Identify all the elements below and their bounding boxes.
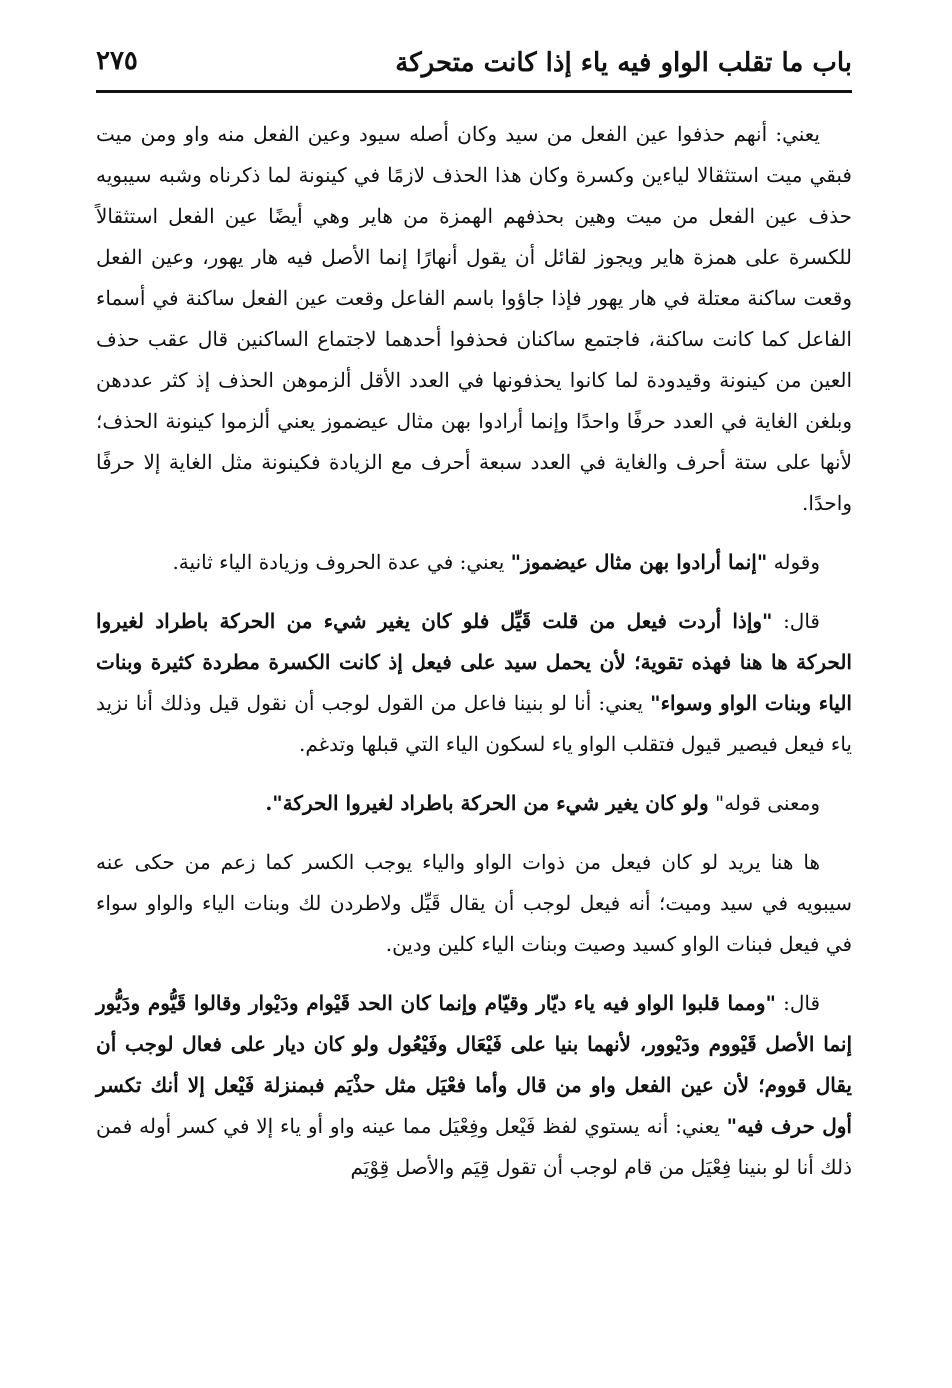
paragraph-1	[96, 114, 852, 524]
paragraph-2-prefix: وقوله	[767, 550, 820, 574]
body-text	[96, 114, 852, 1188]
paragraph-3-prefix: قال:	[772, 609, 820, 633]
paragraph-6-prefix: قال:	[775, 991, 821, 1015]
running-title: باب ما تقلب الواو فيه ياء إذا كانت متحركة	[395, 48, 852, 78]
paragraph-5-text: ها هنا يريد لو كان فيعل من ذوات الواو والياء يوجب الكسر كما زعم من حكى عنه سيبويه في سيد وميت؛ أنه فيعل لوجب أن يقال قَيِّل ولاطردن لك وبنات الياء والواو سواء في فيعل فبنات الواو كسيد وصيت وبنات الياء كلين ودين.	[96, 850, 852, 956]
paragraph-4-prefix: ومعنى قوله"	[708, 791, 820, 815]
paragraph-6	[96, 983, 852, 1188]
paragraph-4-quote: ولو كان يغير شيء من الحركة باطراد لغيروا الحركة".	[265, 791, 709, 815]
page-number: ٢٧٥	[96, 46, 138, 76]
paragraph-6-quote: "ومما قلبوا الواو فيه ياء ديّار وقيّام وإنما كان الحد قَيْوام ودَيْوار وقالوا قَيُّوم ودَيُّور إنما الأصل قَيْووم ودَيْوور، لأنهما بنيا على فَيْعَال وفَيْعُول ولو كان ديار على فعال لوجب أن يقال قووم؛ لأن عين الفعل واو من قال وأما فعْيَل مثل حذْيَم فبمنزلة فَيْعل إلا أنك تكسر أول حرف فيه"	[96, 991, 853, 1138]
paragraph-5	[96, 842, 852, 965]
paragraph-6-suffix: يعني: أنه يستوي لفظ فَيْعل وفِعْيَل مما عينه واو أو ياء إلا في كسر أوله فمن ذلك أنا لو بنينا فِعْيَل من قام لوجب أن تقول قِيَم والأصل قِوْيَم	[96, 1114, 852, 1179]
paragraph-3-quote: "وإذا أردت فيعل من قلت قَيِّل فلو كان يغير شيء من الحركة باطراد لغيروا الحركة ها هنا فهذه تقوية؛ لأن يحمل سيد على فيعل إذ كانت الكسرة مطردة كثيرة وبنات الياء وبنات الواو وسواء"	[96, 609, 852, 715]
paragraph-2	[96, 542, 852, 583]
paragraph-2-suffix: يعني: في عدة الحروف وزيادة الياء ثانية.	[172, 550, 511, 574]
paragraph-2-quote: "إنما أرادوا بهن مثال عيضموز"	[510, 550, 768, 574]
paragraph-3-suffix: يعني: أنا لو بنينا فاعل من القول لوجب أن نقول قيل وذلك أنا نزيد ياء فيعل فيصير قيول فتقلب الواو ياء لسكون الياء التي قبلها وتدغم.	[96, 691, 852, 756]
page-header	[96, 44, 852, 84]
header-rule	[96, 90, 852, 93]
paragraph-3	[96, 601, 852, 765]
paragraph-1-text: يعني: أنهم حذفوا عين الفعل من سيد وكان أصله سيود وعين الفعل منه واو ومن ميت فبقي ميت استثقالا لياءين وكسرة وكان هذا الحذف لازمًا في كينونة لما ذكرناه وشبه سيبويه حذف عين الفعل من ميت وهين بحذفهم الهمزة من هاير وهي أيضًا عين الفعل استثقالاً للكسرة على همزة هاير ويجوز لقائل أن يقول أنهارًا إنما الأصل فيه هار يهور، وعين الفعل وقعت ساكنة معتلة في هار يهور فإذا جاؤوا باسم الفاعل وقعت عين الفعل ساكنة في أسماء الفاعل كما كانت ساكنة، فاجتمع ساكنان فحذفوا أحدهما لاجتماع الساكنين قال عقب حذف العين من كينونة وقيدودة لما كانوا يحذفونها في العدد الأقل ألزموهن الحذف إذ كثر عددهن وبلغن الغاية في العدد حرفًا واحدًا وإنما أرادوا بهن مثال عيضموز يعني ألزموا كينونة الحذف؛ لأنها على ستة أحرف والغاية في العدد سبعة أحرف مع الزيادة فكينونة مثل الغاية إلا حرفًا واحدًا.	[96, 122, 852, 515]
paragraph-4	[96, 783, 852, 824]
